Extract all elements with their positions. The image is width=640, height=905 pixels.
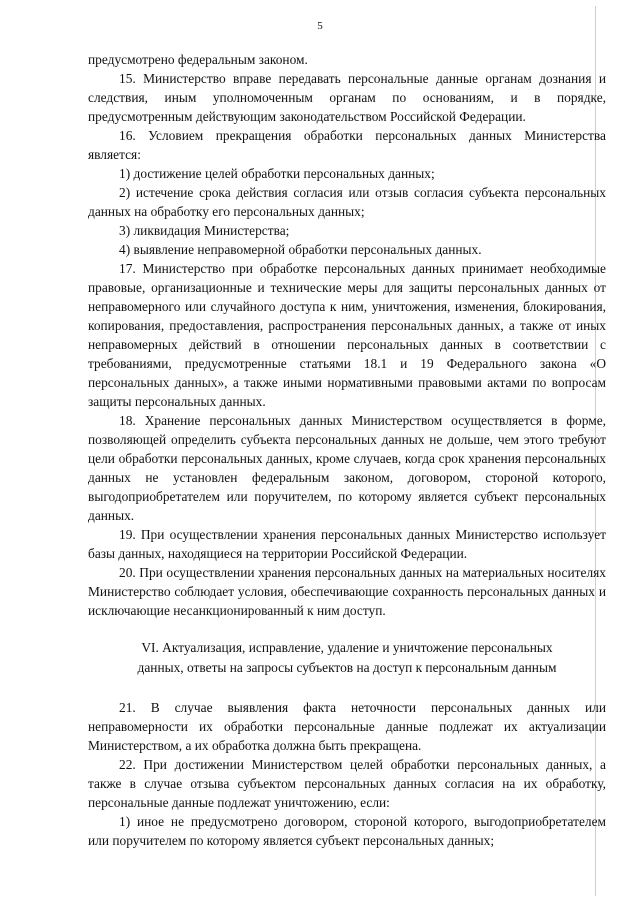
paragraph-21: 21. В случае выявления факта неточности персональных данных или неправомерности их обработки персональные данные подлежат их актуализации Министерством, а их обработка должна быть прекращена. bbox=[88, 700, 606, 753]
page-number: 5 bbox=[317, 20, 323, 32]
paragraph-18: 18. Хранение персональных данных Министерством осуществляется в форме, позволяющей определить субъекта персональных данных не дольше, чем этого требуют цели обработки персональных данных, кроме случаев, когда срок хранения персональных данных не установлен федеральным законом, договором, стороной которого, выгодоприобретателем или поручителем, по которому является субъект персональных данных. bbox=[88, 413, 606, 523]
paragraph-19: 19. При осуществлении хранения персональных данных Министерство использует базы данных, находящиеся на территории Российской Федерации. bbox=[88, 527, 606, 561]
section-heading bbox=[88, 638, 606, 678]
paragraph-continuation: предусмотрено федеральным законом. bbox=[88, 52, 308, 67]
list-item-16-4: 4) выявление неправомерной обработки персональных данных. bbox=[119, 242, 482, 257]
list-item-16-2: 2) истечение срока действия согласия или отзыв согласия субъекта персональных данных на обработку его персональных данных; bbox=[88, 185, 606, 219]
list-item-16-1: 1) достижение целей обработки персональных данных; bbox=[119, 166, 435, 181]
document-body bbox=[88, 50, 606, 850]
paragraph-22: 22. При достижении Министерством целей обработки персональных данных, а также в случае отзыва субъектом персональных данных согласия на их обработку, персональные данные подлежат уничтожению, если: bbox=[88, 757, 606, 810]
paragraph-15: 15. Министерство вправе передавать персональные данные органам дознания и следствия, иным уполномоченным органам по основаниям, и в порядке, предусмотренным действующим законодательством Российской Федерации. bbox=[88, 71, 606, 124]
section-heading-line-1: VI. Актуализация, исправление, удаление и уничтожение персональных bbox=[141, 640, 553, 655]
paragraphs-top bbox=[88, 50, 606, 620]
list-item-16-3: 3) ликвидация Министерства; bbox=[119, 223, 290, 238]
section-heading-line-2: данных, ответы на запросы субъектов на доступ к персональным данным bbox=[137, 660, 557, 675]
paragraphs-bottom bbox=[88, 698, 606, 850]
paragraph-20: 20. При осуществлении хранения персональных данных на материальных носителях Министерство соблюдает условия, обеспечивающие сохранность персональных данных и исключающие несанкционированный к ним доступ. bbox=[88, 565, 606, 618]
list-item-22-1: 1) иное не предусмотрено договором, стороной которого, выгодоприобретателем или поручителем по которому является субъект персональных данных; bbox=[88, 814, 606, 848]
paragraph-16: 16. Условием прекращения обработки персональных данных Министерства является: bbox=[88, 128, 606, 162]
paragraph-17: 17. Министерство при обработке персональных данных принимает необходимые правовые, организационные и технические меры для защиты персональных данных от неправомерного или случайного доступа к ним, уничтожения, изменения, блокирования, копирования, предоставления, распространения персональных данных, а также от иных неправомерных действий в отношении персональных данных в соответствии с требованиями, предусмотренные статьями 18.1 и 19 Федерального закона «О персональных данных», а также иными нормативными правовыми актами по вопросам защиты персональных данных. bbox=[88, 261, 606, 409]
